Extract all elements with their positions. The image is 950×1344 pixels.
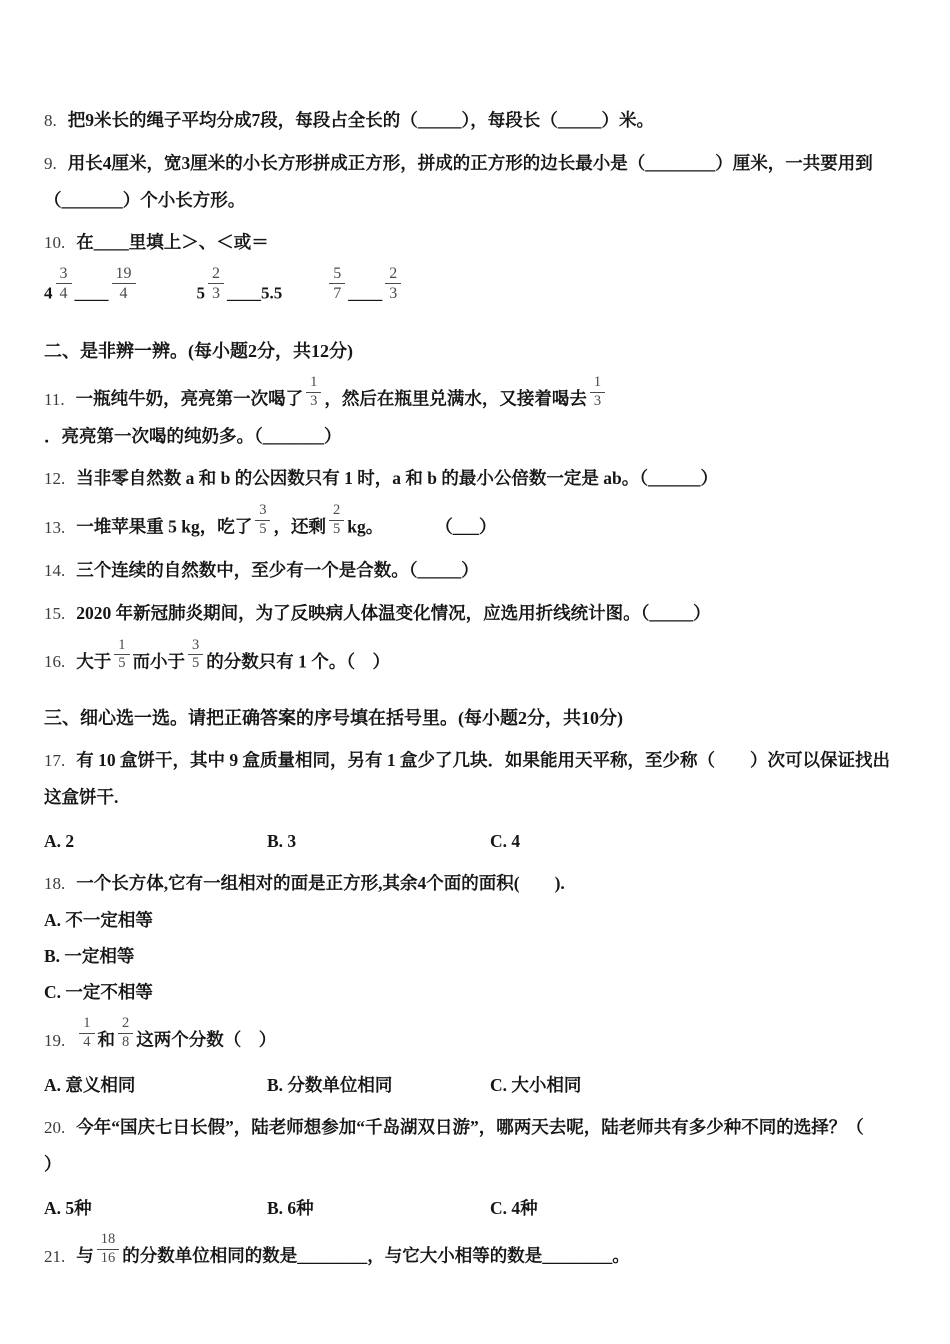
fraction xyxy=(329,265,345,303)
fraction xyxy=(79,1016,94,1050)
choice-option: A. 2 xyxy=(44,831,75,852)
question-number: 19. xyxy=(44,1030,66,1050)
choice-option: B. 3 xyxy=(267,831,297,852)
question-20-options xyxy=(44,1190,904,1226)
question-text: 大于 xyxy=(76,651,112,672)
fraction xyxy=(208,265,224,303)
fraction xyxy=(188,638,203,672)
fraction xyxy=(385,265,401,303)
fraction-numerator: 1 xyxy=(79,1016,94,1034)
section-2-header xyxy=(44,333,904,369)
fraction-numerator: 1 xyxy=(306,375,321,393)
fraction-numerator: 3 xyxy=(255,503,270,521)
question-text: 一瓶纯牛奶，亮亮第一次喝了 xyxy=(75,388,304,409)
question-16 xyxy=(44,638,904,681)
fraction-denominator: 5 xyxy=(332,520,341,537)
fraction-denominator: 3 xyxy=(212,285,220,303)
question-text: ____ xyxy=(74,283,109,303)
question-number: 20. xyxy=(44,1117,66,1137)
fraction-denominator: 16 xyxy=(100,1249,116,1266)
fraction-numerator: 2 xyxy=(118,1016,133,1034)
question-text: ） xyxy=(44,1153,62,1174)
choice-option: C. 大小相同 xyxy=(490,1074,582,1095)
fraction xyxy=(255,503,270,537)
question-9 xyxy=(44,145,904,218)
fraction-denominator: 3 xyxy=(389,285,398,303)
question-number: 21. xyxy=(44,1246,66,1266)
question-8 xyxy=(44,102,904,139)
fraction-numerator: 3 xyxy=(188,638,203,656)
question-text: 三个连续的自然数中，至少有一个是合数。（_____） xyxy=(76,559,479,580)
question-13 xyxy=(44,503,904,546)
question-number: 12. xyxy=(44,468,66,488)
question-19 xyxy=(44,1016,904,1059)
fraction-denominator: 4 xyxy=(59,285,68,303)
fraction-numerator: 5 xyxy=(329,265,345,284)
question-text: 今年“国庆七日长假”，陆老师想参加“千岛湖双日游”，哪两天去呢，陆老师共有多少种不同的选择？（ xyxy=(76,1116,864,1137)
fraction-numerator: 19 xyxy=(112,265,136,284)
fraction-numerator: 1 xyxy=(114,638,129,656)
fraction-denominator: 5 xyxy=(259,520,267,537)
question-number: 14. xyxy=(44,560,66,580)
question-10 xyxy=(44,224,904,261)
question-text: 的分数单位相同的数是________，与它大小相等的数是________。 xyxy=(122,1245,630,1266)
question-text: 这两个分数（ ） xyxy=(136,1029,277,1050)
fraction-numerator: 2 xyxy=(208,265,224,284)
whole-number: 5.5 xyxy=(261,283,283,303)
fraction-denominator: 7 xyxy=(333,285,342,303)
question-text: ____ xyxy=(348,283,383,303)
question-text: 与 xyxy=(76,1245,94,1266)
question-number: 13. xyxy=(44,517,66,537)
question-number: 18. xyxy=(44,874,66,894)
question-text: B. 一定相等 xyxy=(44,946,135,967)
question-text: （___） xyxy=(435,516,497,537)
question-text: kg。 xyxy=(347,516,384,537)
fraction xyxy=(56,265,72,303)
whole-number: 4 xyxy=(44,283,53,303)
whole-number: 5 xyxy=(196,283,205,303)
question-number: 10. xyxy=(44,233,66,252)
question-18-option-a xyxy=(44,902,904,938)
question-text: 当非零自然数 a 和 b 的公因数只有 1 时，a 和 b 的最小公倍数一定是 ab。（______） xyxy=(76,467,718,488)
question-number: 11. xyxy=(44,389,65,409)
choice-option: C. 4 xyxy=(490,831,521,852)
fraction xyxy=(590,375,605,409)
fraction-numerator: 1 xyxy=(590,375,605,393)
question-15 xyxy=(44,595,904,632)
choice-option: A. 意义相同 xyxy=(44,1074,136,1095)
fraction-denominator: 3 xyxy=(593,392,602,409)
question-18-option-c xyxy=(44,974,904,1010)
question-text: 在____里填上＞、＜或＝ xyxy=(76,232,269,252)
question-19-options xyxy=(44,1067,904,1103)
section-title: 三、细心选一选。请把正确答案的序号填在括号里。(每小题2分，共10分) xyxy=(44,708,623,729)
question-11 xyxy=(44,375,904,454)
question-text: 和 xyxy=(97,1029,115,1050)
question-text: 一堆苹果重 5 kg，吃了 xyxy=(76,516,253,537)
fraction-denominator: 3 xyxy=(310,392,318,409)
question-text: 2020 年新冠肺炎期间，为了反映病人体温变化情况，应选用折线统计图。（_____） xyxy=(76,602,711,623)
fraction-denominator: 4 xyxy=(119,285,128,303)
fraction-denominator: 5 xyxy=(192,655,200,672)
question-text: A. 不一定相等 xyxy=(44,910,153,931)
fraction-denominator: 4 xyxy=(83,1033,91,1050)
question-text: 有 10 盒饼干，其中 9 盒质量相同，另有 1 盒少了几块．如果能用天平称，至少称（ ）次可以保证找出这盒饼干. xyxy=(44,750,890,808)
question-17 xyxy=(44,742,904,815)
question-14 xyxy=(44,552,904,589)
fraction xyxy=(114,638,129,672)
question-text: ，还剩 xyxy=(273,516,326,537)
fraction-numerator: 18 xyxy=(97,1232,120,1250)
question-text: 把9米长的绳子平均分成7段，每段占全长的（_____），每段长（_____）米。 xyxy=(67,110,654,130)
section-3-header xyxy=(44,700,904,736)
question-number: 17. xyxy=(44,751,66,771)
fraction-numerator: 2 xyxy=(385,265,401,284)
fraction xyxy=(97,1232,120,1266)
choice-option: B. 分数单位相同 xyxy=(267,1074,393,1095)
fraction xyxy=(112,265,136,303)
choice-option: B. 6种 xyxy=(267,1197,314,1218)
fraction-denominator: 5 xyxy=(118,655,126,672)
fraction xyxy=(306,375,321,409)
question-text: 用长4厘米，宽3厘米的小长方形拼成正方形，拼成的正方形的边长最小是（________）厘米，一共要用到（_______）个小长方形。 xyxy=(44,153,873,210)
question-text: 的分数只有 1 个。（ ） xyxy=(206,651,390,672)
fraction-numerator: 3 xyxy=(56,265,72,284)
question-17-options xyxy=(44,823,904,859)
choice-option: A. 5种 xyxy=(44,1197,92,1218)
fraction xyxy=(329,503,344,537)
question-18-option-b xyxy=(44,938,904,974)
question-text: C. 一定不相等 xyxy=(44,982,153,1003)
question-20 xyxy=(44,1109,904,1182)
question-text: 而小于 xyxy=(132,651,185,672)
question-number: 15. xyxy=(44,603,66,623)
question-21 xyxy=(44,1232,904,1275)
question-text: ____ xyxy=(227,283,261,303)
question-10-comparisons xyxy=(44,265,904,313)
question-text: ，然后在瓶里兑满水，又接着喝去 xyxy=(324,388,587,409)
question-18 xyxy=(44,865,904,902)
question-12 xyxy=(44,460,904,497)
section-title: 二、是非辨一辨。(每小题2分，共12分) xyxy=(44,341,353,362)
question-text: ．亮亮第一次喝的纯奶多。（_______） xyxy=(44,425,342,446)
question-number: 16. xyxy=(44,652,66,672)
question-text: 一个长方体,它有一组相对的面是正方形,其余4个面的面积( ). xyxy=(76,873,565,894)
fraction-denominator: 8 xyxy=(122,1033,130,1050)
choice-option: C. 4种 xyxy=(490,1197,538,1218)
fraction-numerator: 2 xyxy=(329,503,344,521)
question-number: 9. xyxy=(44,154,57,173)
fraction xyxy=(118,1016,133,1050)
question-number: 8. xyxy=(44,111,57,130)
